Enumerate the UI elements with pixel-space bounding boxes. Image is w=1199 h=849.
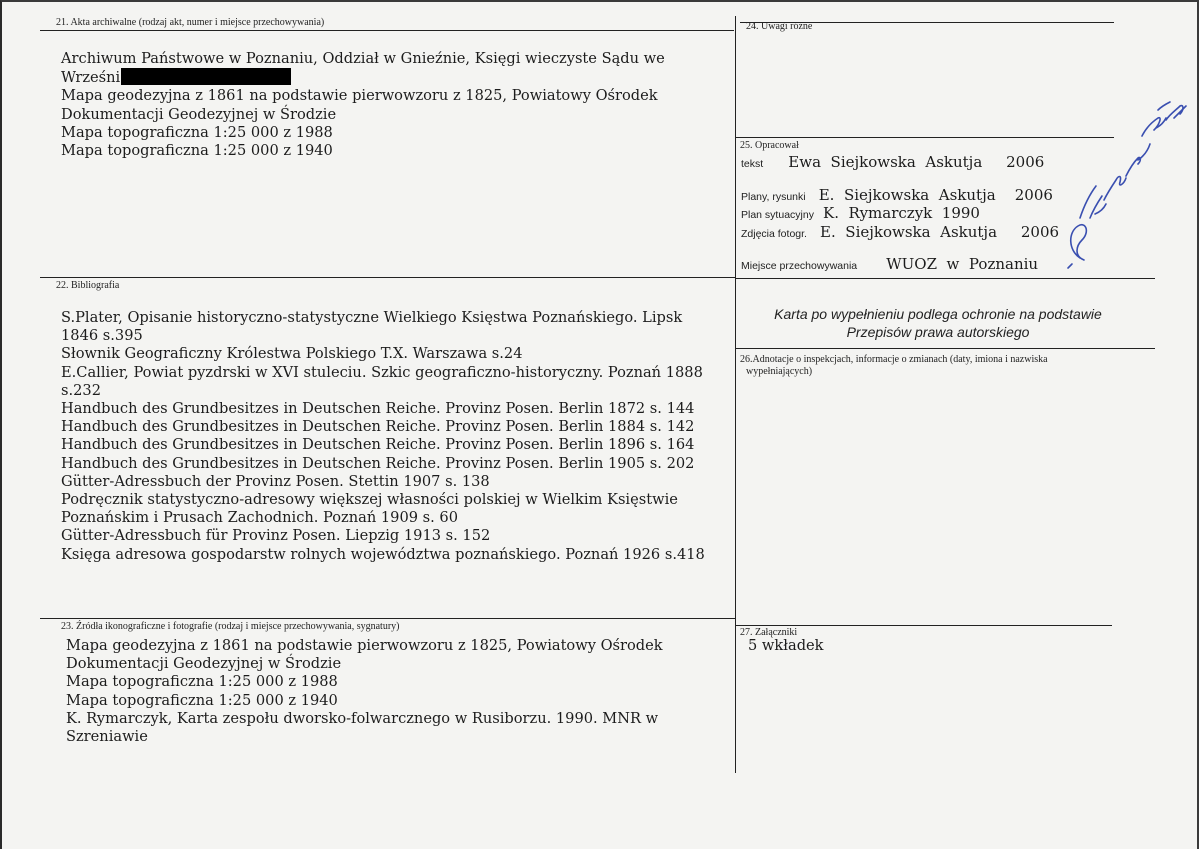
iconography-line: K. Rymarczyk, Karta zespołu dworsko-folwarcznego w Rusiborzu. 1990. MNR w [66, 709, 659, 727]
iconography-line: Dokumentacji Geodezyjnej w Środzie [66, 655, 342, 673]
notice-line-2: Przepisów prawa autorskiego [846, 324, 1030, 340]
credit-miejsce [741, 254, 1038, 273]
redaction-bar [121, 68, 291, 85]
top-rule-left [40, 30, 734, 31]
iconography-line: Szreniawie [66, 728, 148, 746]
bibliography-line: Poznańskim i Prusach Zachodnich. Poznań 1909 s. 60 [61, 509, 458, 527]
rule-above-22 [40, 277, 735, 278]
section-21-line: Archiwum Państwowe w Poznaniu, Oddział w Gnieźnie, Księgi wieczyste Sądu we [61, 50, 665, 67]
section-25-label: 25. Opracował [740, 140, 799, 151]
section-21-line: Dokumentacji Geodezyjnej w Środzie [61, 105, 337, 123]
section-26-label [740, 354, 1048, 378]
section-21-line: Mapa topograficzna 1:25 000 z 1940 [61, 142, 333, 160]
credit-miejsce-value: WUOZ w Poznaniu [886, 255, 1039, 273]
credit-zdjecia [741, 222, 1059, 241]
section-21-line: Mapa geodezyjna z 1861 na podstawie pierwowzoru z 1825, Powiatowy Ośrodek [61, 87, 658, 105]
copyright-notice [742, 305, 1134, 341]
credit-plan-label: Plan sytuacyjny [741, 209, 814, 221]
section-22-label: 22. Bibliografia [56, 280, 120, 291]
bibliography-line: Handbuch des Grundbesitzes in Deutschen Reiche. Provinz Posen. Berlin 1905 s. 202 [61, 454, 695, 472]
credit-zdjecia-label: Zdjęcia fotogr. [741, 228, 807, 240]
credit-zdjecia-value: E. Siejkowska Askutja 2006 [820, 223, 1060, 241]
bibliography-line: Gütter-Adressbuch der Provinz Posen. Stettin 1907 s. 138 [61, 472, 490, 490]
credit-miejsce-label: Miejsce przechowywania [741, 260, 858, 272]
credit-plan-sytuacyjny [741, 203, 980, 222]
bibliography-line: 1846 s.395 [61, 327, 143, 345]
section-21-label: 21. Akta archiwalne (rodzaj akt, numer i miejsce przechowywania) [56, 17, 325, 28]
section-24-label: 24. Uwagi różne [746, 21, 813, 32]
column-divider [735, 16, 736, 773]
bibliography-line: Handbuch des Grundbesitzes in Deutschen Reiche. Provinz Posen. Berlin 1884 s. 142 [61, 418, 695, 436]
bibliography-line: Podręcznik statystyczno-adresowy większej własności polskiej w Wielkim Księstwie [61, 491, 678, 509]
bibliography-line: Księga adresowa gospodarstw rolnych województwa poznańskiego. Poznań 1926 s.418 [61, 545, 705, 563]
credit-plan-value: K. Rymarczyk 1990 [823, 204, 980, 222]
bibliography-line: Gütter-Adressbuch für Provinz Posen. Liepzig 1913 s. 152 [61, 527, 491, 545]
iconography-line: Mapa topograficzna 1:25 000 z 1988 [66, 673, 338, 691]
bibliography-line: E.Callier, Powiat pyzdrski w XVI stuleciu. Szkic geograficzno-historyczny. Poznań 1888 [61, 363, 703, 381]
rule-above-23 [40, 618, 735, 619]
rule-above-27 [735, 625, 1112, 626]
credit-plany [741, 185, 1053, 204]
bibliography-line: s.232 [61, 381, 101, 399]
handwritten-signature [1050, 100, 1199, 290]
iconography-line: Mapa topograficzna 1:25 000 z 1940 [66, 691, 338, 709]
credit-plany-label: Plany, rysunki [741, 191, 806, 203]
bibliography-line: S.Plater, Opisanie historyczno-statystyczne Wielkiego Księstwa Poznańskiego. Lipsk [61, 309, 683, 326]
section-23-content [66, 637, 663, 746]
section-21-line: Mapa topograficzna 1:25 000 z 1988 [61, 123, 333, 141]
rule-above-26 [735, 348, 1155, 349]
section-26-label-line-1: 26.Adnotacje o inspekcjach, informacje o zmianach (daty, imiona i nazwiska [740, 354, 1048, 365]
section-27-label: 27. Załączniki [740, 627, 798, 638]
bibliography-line: Handbuch des Grundbesitzes in Deutschen Reiche. Provinz Posen. Berlin 1872 s. 144 [61, 400, 695, 418]
credit-plany-value: E. Siejkowska Askutja 2006 [818, 186, 1053, 204]
credit-tekst-value: Ewa Siejkowska Askutja 2006 [788, 153, 1045, 171]
section-26-label-line-2: wypełniających) [746, 366, 813, 377]
bibliography-line: Handbuch des Grundbesitzes in Deutschen Reiche. Provinz Posen. Berlin 1896 s. 164 [61, 436, 695, 454]
section-21-line-with-redaction [61, 68, 665, 87]
section-21-line: Wrześni [61, 69, 121, 87]
section-22-content [61, 309, 705, 564]
attachments-value: 5 wkładek [748, 637, 824, 654]
iconography-line: Mapa geodezyjna z 1861 na podstawie pierwowzoru z 1825, Powiatowy Ośrodek [66, 637, 663, 654]
notice-line-1: Karta po wypełnieniu podlega ochronie na podstawie [774, 306, 1102, 322]
credit-tekst-label: tekst [741, 158, 764, 170]
section-23-label: 23. Źródła ikonograficzne i fotografie (rodzaj i miejsce przechowywania, sygnatury) [61, 621, 400, 632]
section-21-content [61, 50, 665, 160]
credit-tekst [741, 152, 1044, 171]
bibliography-line: Słownik Geograficzny Królestwa Polskiego T.X. Warszawa s.24 [61, 345, 523, 363]
